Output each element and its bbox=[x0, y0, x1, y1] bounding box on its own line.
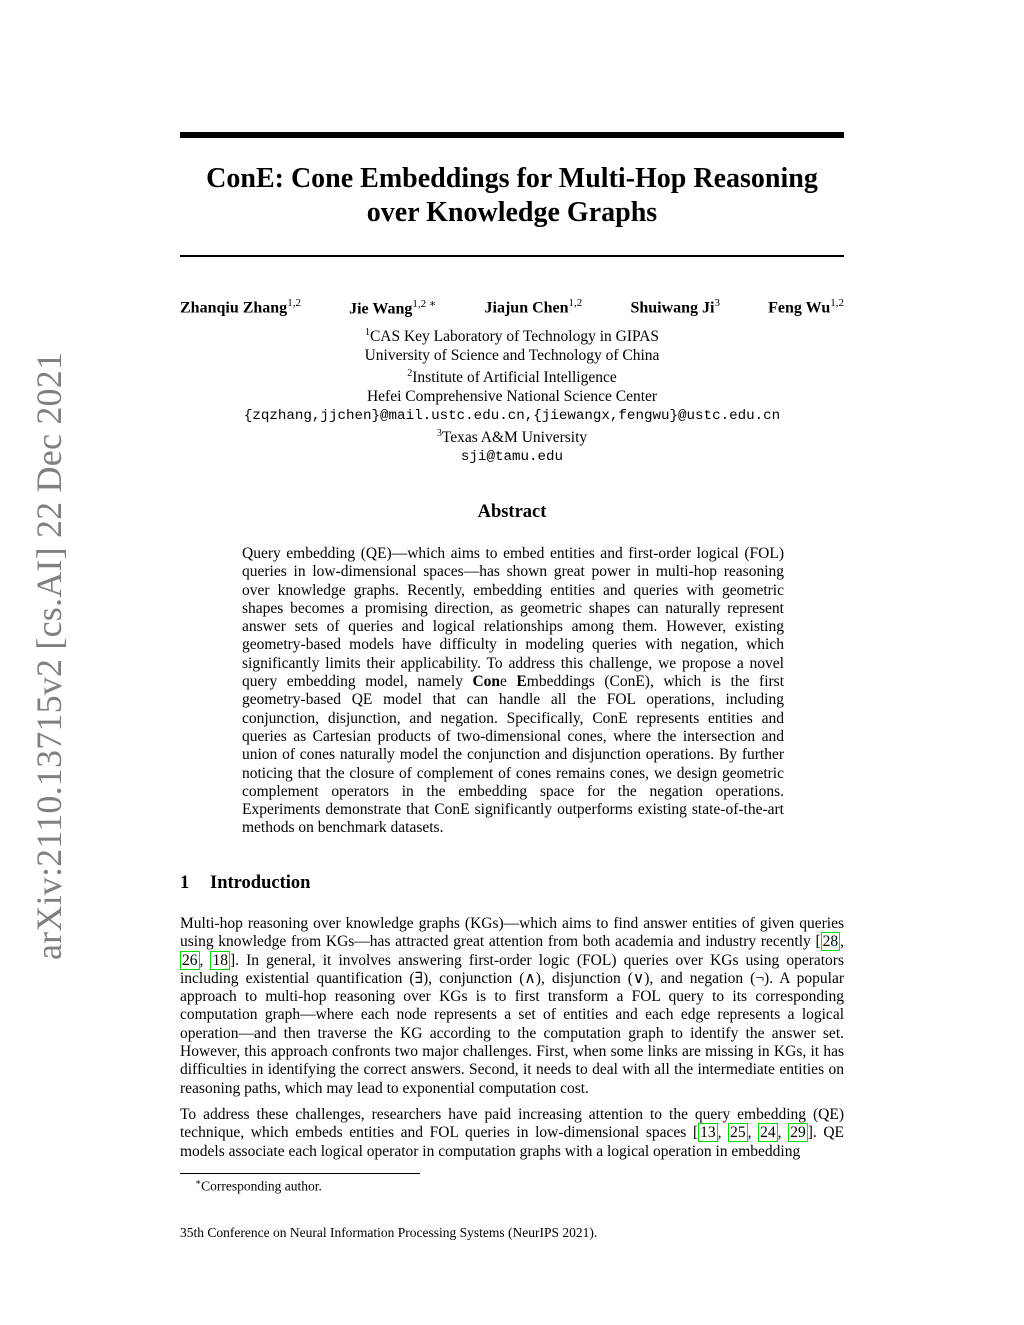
affiliation-1: $^1$CAS Key Laboratory of Technology in GIPAS bbox=[364, 327, 660, 346]
title-top-rule bbox=[180, 132, 844, 138]
citation-link[interactable]: 13 bbox=[700, 1124, 716, 1142]
citation-link[interactable]: 28 bbox=[822, 933, 839, 951]
affiliation-2-center: Hefei Comprehensive National Science Center bbox=[366, 388, 658, 406]
paragraph: To address these challenges, researchers have paid increasing attention to the query embedding (QE) technique, which embeds entities and FOL queries in low-dimensional spaces [ 13 , 25 , 24 , 29 ]. QE models associate each logical operator in computation graphs with a logical operation in embedding bbox=[180, 1105, 845, 1160]
citation-link[interactable]: 24 bbox=[760, 1124, 776, 1142]
footnote-rule bbox=[180, 1173, 420, 1174]
arxiv-identifier: arXiv:2110.13715v2 [cs.AI] 22 Dec 2021 bbox=[29, 351, 69, 960]
author: Jie Wang$^{1,2 ∗}$ bbox=[349, 298, 437, 318]
author: Zhanqiu Zhang$^{1,2}$ bbox=[180, 297, 301, 317]
citation-link[interactable]: 18 bbox=[212, 951, 228, 969]
title-line-2: over Knowledge Graphs bbox=[366, 197, 658, 228]
section-heading-introduction: 1 Introduction bbox=[180, 873, 311, 893]
conference-note: 35th Conference on Neural Information Processing Systems (NeurIPS 2021). bbox=[180, 1225, 598, 1240]
title-line-1: ConE: Cone Embeddings for Multi-Hop Reasoning bbox=[206, 163, 818, 194]
title-bottom-rule bbox=[180, 255, 844, 257]
citation-link[interactable]: 25 bbox=[730, 1124, 746, 1142]
affiliation-1-university: University of Science and Technology of China bbox=[364, 346, 660, 364]
citation-link[interactable]: 26 bbox=[182, 951, 198, 969]
footnote: ∗Corresponding author. bbox=[195, 1177, 322, 1194]
author: Jiajun Chen$^{1,2}$ bbox=[484, 297, 583, 317]
paper-title bbox=[180, 162, 844, 230]
affiliations bbox=[180, 324, 844, 467]
affiliation-3: $^3$Texas A&M University bbox=[436, 428, 588, 447]
email-tamu: sji@tamu.edu bbox=[460, 449, 564, 466]
author-list bbox=[180, 297, 844, 318]
introduction-text bbox=[180, 915, 844, 1169]
email-ustc: {zqzhang,jjchen}@mail.ustc.edu.cn,{jiewangx,fengwu}@ustc.edu.cn bbox=[243, 407, 781, 424]
citation-link[interactable]: 29 bbox=[790, 1124, 806, 1142]
paragraph: Multi-hop reasoning over knowledge graphs (KGs)—which aims to find answer entities of given queries using knowledge from KGs—has attracted great attention from both academia and industry recently [ 28 , 26 , 18 ]. In general, it involves answering first-order logic (FOL) queries over KGs using operators including existential quantification (∃), conjunction (∧), disjunction (∨), and negation (¬). A popular approach to multi-hop reasoning over KGs is to first transform a FOL query to its corresponding computation graph—where each node represents a set of entities and each edge represents a logical operation—and then traverse the KG according to the computation graph to identify the answer set. However, this approach confronts two major challenges. First, when some links are missing in KGs, it has difficulties in identifying the correct answers. Second, it needs to deal with all the intermediate entities on reasoning paths, which may lead to exponential computation cost. bbox=[180, 915, 844, 1097]
affiliation-2: $^2$Institute of Artificial Intelligence bbox=[407, 368, 617, 387]
abstract-text: Query embedding (QE)—which aims to embed entities and first-order logical (FOL) queries in low-dimensional spaces—has shown great power in multi-hop reasoning over knowledge graphs. Recently, embedding entities and queries with geometric shapes becomes a promising direction, as geometric shapes can naturally represent answer sets of queries and logical relationships among them. However, existing geometry-based models have difficulty in modeling queries with negation, which significantly limits their applicability. To address this challenge, we propose a novel query embedding model, namely Cone Embeddings (ConE), which is the first geometry-based QE model that can handle all the FOL operations, including conjunction, disjunction, and negation. Specifically, ConE represents entities and queries as Cartesian products of two-dimensional cones, where the intersection and union of cones naturally model the conjunction and disjunction operations. By further noticing that the closure of complement of cones remains cones, we design geometric complement operators in the embedding space for the negation operations. Experiments demonstrate that ConE significantly outperforms existing state-of-the-art methods on benchmark datasets. bbox=[242, 545, 784, 837]
abstract-heading: Abstract bbox=[477, 502, 547, 522]
author: Feng Wu$^{1,2}$ bbox=[768, 297, 844, 317]
author: Shuiwang Ji$^3$ bbox=[630, 297, 720, 317]
